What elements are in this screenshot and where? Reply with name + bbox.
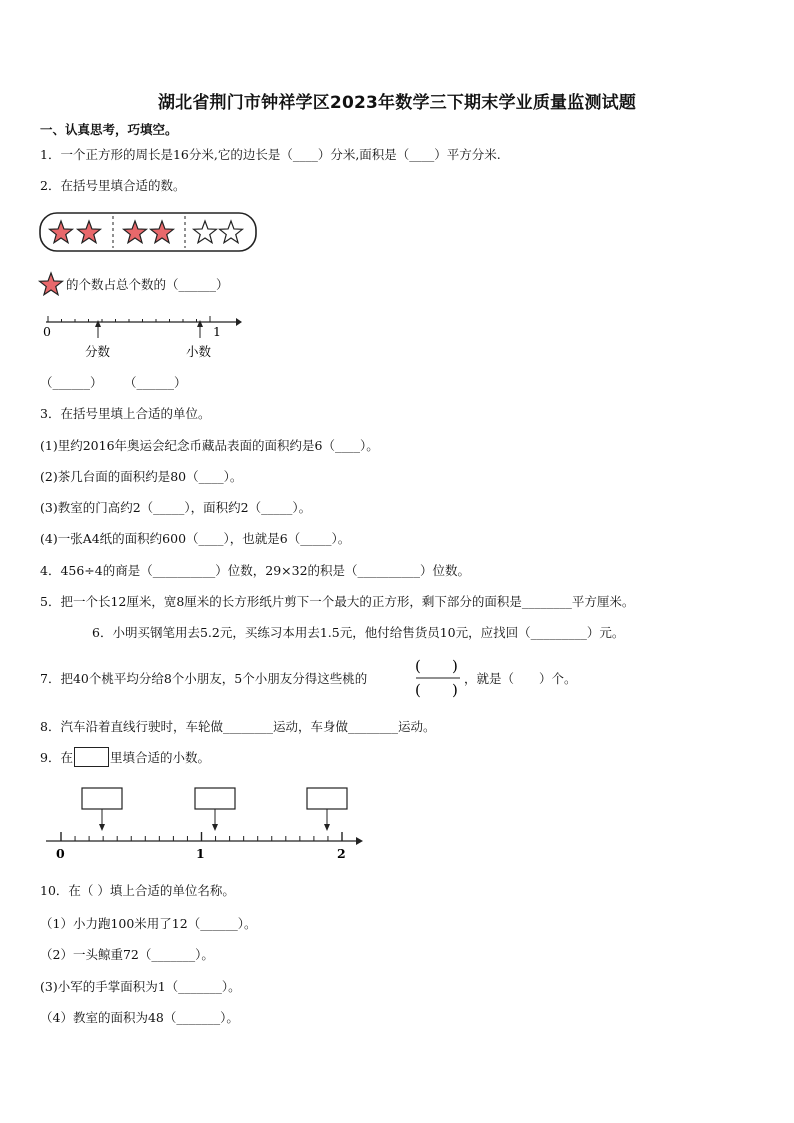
star-filled-icon xyxy=(78,221,101,243)
section-heading: 一、认真思考，巧填空。 xyxy=(40,122,178,137)
question-10-2: （2）一头鲸重72（_______）。 xyxy=(40,947,214,962)
number-line-2-one: 1 xyxy=(196,846,205,861)
star-icon xyxy=(38,272,64,298)
question-3-4: (4)一张A4纸的面积约600（____），也就是6（_____）。 xyxy=(40,531,351,546)
label-fraction: 分数 xyxy=(85,344,111,359)
blank-fraction xyxy=(414,654,464,702)
svg-text:): ) xyxy=(452,681,458,699)
question-4: 4．456÷4的商是（__________）位数，29×32的积是（__________）位数。 xyxy=(40,563,471,578)
question-8: 8．汽车沿着直线行驶时，车轮做________运动，车身做________运动。 xyxy=(40,719,436,734)
number-line-2-two: 2 xyxy=(337,846,346,861)
question-2: 2．在括号里填合适的数。 xyxy=(40,178,186,193)
star-outline-icon xyxy=(194,221,217,243)
star-filled-icon xyxy=(151,221,174,243)
question-6: 6．小明买钢笔用去5.2元，买练习本用去1.5元，他付给售货员10元，应找回（_________）元。 xyxy=(92,625,625,640)
number-line-2-zero: 0 xyxy=(56,846,65,861)
star-filled-icon xyxy=(50,221,73,243)
label-decimal: 小数 xyxy=(186,344,212,359)
star-filled-icon xyxy=(124,221,147,243)
svg-text:(: ( xyxy=(415,657,421,675)
answer-box-1 xyxy=(82,788,122,809)
number-line-1-start: 0 xyxy=(43,324,51,339)
number-line-1-end: 1 xyxy=(213,324,221,339)
number-line-1 xyxy=(38,310,248,370)
question-3-2: (2)茶几台面的面积约是80（____）。 xyxy=(40,469,243,484)
question-10-1: （1）小力跑100米用了12（______）。 xyxy=(40,916,257,931)
number-line-2 xyxy=(40,786,370,866)
question-7-tail: ，就是（ ）个。 xyxy=(464,671,577,686)
answer-box-3 xyxy=(307,788,347,809)
question-10-4: （4）教室的面积为48（_______）。 xyxy=(40,1010,239,1025)
page-title: 湖北省荆门市钟祥学区2023年数学三下期末学业质量监测试题 xyxy=(157,93,637,113)
svg-text:(: ( xyxy=(415,681,421,699)
question-7-text: 7．把40个桃平均分给8个小朋友，5个小朋友分得这些桃的 xyxy=(40,671,368,686)
question-3-1: (1)里约2016年奥运会纪念币藏品表面的面积约是6（____）。 xyxy=(40,438,379,453)
question-9-text: 9．在 xyxy=(40,750,73,765)
svg-text:): ) xyxy=(452,657,458,675)
answer-fraction: （______） xyxy=(40,375,103,390)
question-5: 5．把一个长12厘米，宽8厘米的长方形纸片剪下一个最大的正方形，剩下部分的面积是________平方厘米。 xyxy=(40,594,635,609)
question-2-star-text: 的个数占总个数的（______） xyxy=(66,277,229,292)
question-1: 1．一个正方形的周长是16分米,它的边长是（____）分米,面积是（____）平方分米. xyxy=(40,147,501,162)
question-9-tail: 里填合适的小数。 xyxy=(110,750,211,765)
question-3: 3．在括号里填上合适的单位。 xyxy=(40,406,211,421)
answer-box-sample xyxy=(74,747,109,767)
question-3-3: (3)教室的门高约2（_____），面积约2（_____）。 xyxy=(40,500,312,515)
answer-decimal: （______） xyxy=(124,375,187,390)
question-10: 10．在（ ）填上合适的单位名称。 xyxy=(40,883,235,898)
star-outline-icon xyxy=(220,221,243,243)
star-group-box xyxy=(38,210,260,256)
answer-box-2 xyxy=(195,788,235,809)
question-10-3: (3)小军的手掌面积为1（_______）。 xyxy=(40,979,241,994)
